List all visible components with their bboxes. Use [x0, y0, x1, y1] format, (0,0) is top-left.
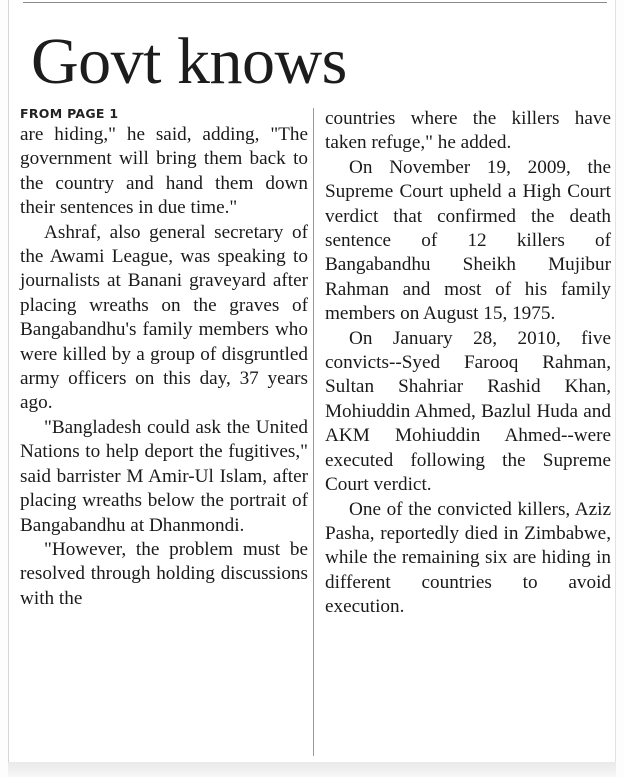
- paragraph: On January 28, 2010, five convicts--Syed Farooq Rahman, Sultan Shahriar Rashid Khan, Mohiuddin Ahmed, Bazlul Huda and AKM Mohiuddin Ahmed--were executed following the Supreme Court verdict.: [325, 327, 611, 496]
- paragraph: countries where the killers have taken refuge," he added.: [325, 108, 611, 154]
- column-divider: [313, 108, 314, 756]
- headline: Govt knows: [31, 25, 347, 98]
- paragraph: One of the convicted killers, Aziz Pasha, reportedly died in Zimbabwe, while the remaining six are hiding in different countries to avoid execution.: [325, 498, 611, 618]
- paragraph: Ashraf, also general secretary of the Awami League, was speaking to journalists at Banani graveyard after placing wreaths on the graves of Bangabandhu's family members who were killed by a group of disgruntled army officers on this day, 37 years ago.: [20, 221, 308, 414]
- paragraph: On November 19, 2009, the Supreme Court upheld a High Court verdict that confirmed the death sentence of 12 killers of Bangabandhu Sheikh Mujibur Rahman and most of his family members on August 15, 1975.: [325, 156, 611, 325]
- top-rule: [23, 2, 607, 3]
- jump-label: FROM PAGE 1: [20, 106, 119, 121]
- left-column: [20, 107, 308, 611]
- clipping-bottom-edge: [8, 762, 616, 777]
- paragraph: "Bangladesh could ask the United Nations to help deport the fugitives," said barrister M Amir-Ul Islam, after placing wreaths below the portrait of Bangabandhu at Dhanmondi.: [20, 416, 308, 536]
- paragraph: "However, the problem must be resolved through holding discussions with the: [20, 538, 308, 609]
- paragraph: are hiding," he said, adding, "The government will bring them back to the country and hand them down their sentences in due time.": [20, 124, 308, 219]
- right-column: [325, 107, 611, 620]
